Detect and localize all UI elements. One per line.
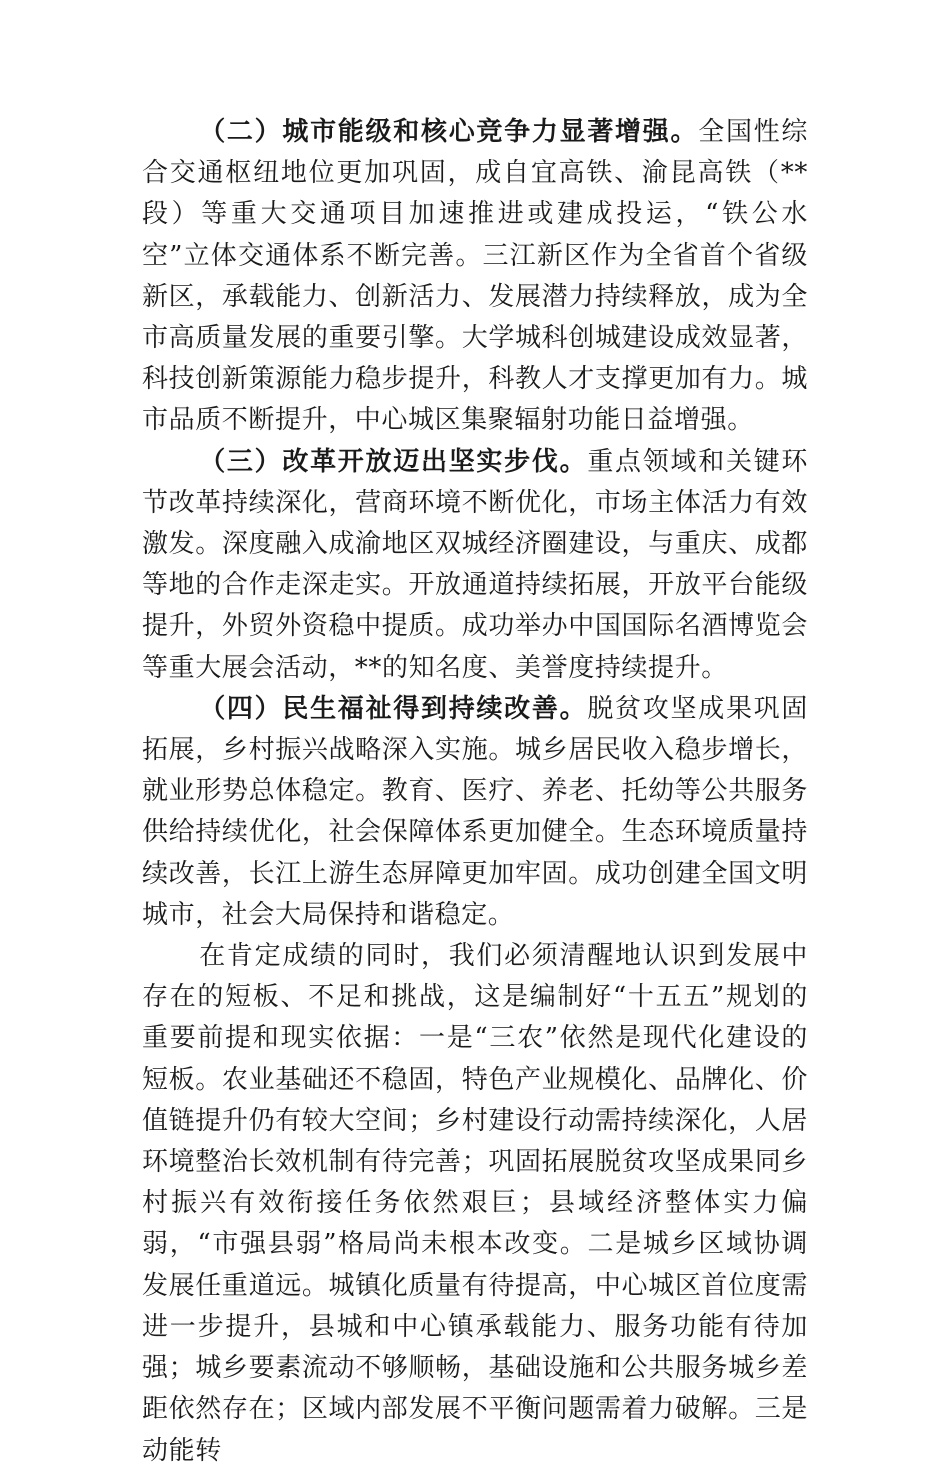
paragraph-heading: （四）民生福祉得到持续改善。 xyxy=(199,693,588,724)
paragraph-body: 在肯定成绩的同时，我们必须清醒地认识到发展中存在的短板、不足和挑战，这是编制好“十五五”规划的重要前提和现实依据：一是“三农”依然是现代化建设的短板。农业基础还不稳固，特色产业规模化、品牌化、价值链提升仍有较大空间；乡村建设行动需持续深化，人居环境整治长效机制有待完善；巩固拓展脱贫攻坚成果同乡村振兴有效衔接任务依然艰巨；县域经济整体实力偏弱，“市强县弱”格局尚未根本改变。二是城乡区域协调发展任重道远。城镇化质量有待提高，中心城区首位度需进一步提升，县城和中心镇承载能力、服务功能有待加强；城乡要素流动不够顺畅，基础设施和公共服务城乡差距依然存在；区域内部发展不平衡问题需着力破解。三是动能转 xyxy=(142,941,808,1466)
paragraph-body: 重点领域和关键环节改革持续深化，营商环境不断优化，市场主体活力有效激发。深度融入成渝地区双城经济圈建设，与重庆、成都等地的合作走深走实。开放通道持续拓展，开放平台能级提升，外贸外资稳中提质。成功举办中国国际名酒博览会等重大展会活动，**的知名度、美誉度持续提升。 xyxy=(142,446,808,683)
paragraph-body: 脱贫攻坚成果巩固拓展，乡村振兴战略深入实施。城乡居民收入稳步增长，就业形势总体稳定。教育、医疗、养老、托幼等公共服务供给持续优化，社会保障体系更加健全。生态环境质量持续改善，长江上游生态屏障更加牢固。成功创建全国文明城市，社会大局保持和谐稳定。 xyxy=(142,693,808,930)
paragraph-heading: （二）城市能级和核心竞争力显著增强。 xyxy=(199,117,699,147)
paragraph-livelihood xyxy=(142,689,808,936)
paragraph-heading: （三）改革开放迈出坚实步伐。 xyxy=(199,446,588,477)
paragraph-body: 全国性综合交通枢纽地位更加巩固，成自宜高铁、渝昆高铁（**段）等重大交通项目加速推进或建成投运，“铁公水空”立体交通体系不断完善。三江新区作为全省首个省级新区，承载能力、创新活力、发展潜力持续释放，成为全市高质量发展的重要引擎。大学城科创城建设成效显著，科技创新策源能力稳步提升，科教人才支撑更加有力。城市品质不断提升，中心城区集聚辐射功能日益增强。 xyxy=(142,117,808,436)
paragraph-city-competitiveness xyxy=(142,112,808,442)
document-page xyxy=(142,112,808,1472)
paragraph-challenges xyxy=(142,936,808,1472)
paragraph-reform-opening xyxy=(142,442,808,689)
